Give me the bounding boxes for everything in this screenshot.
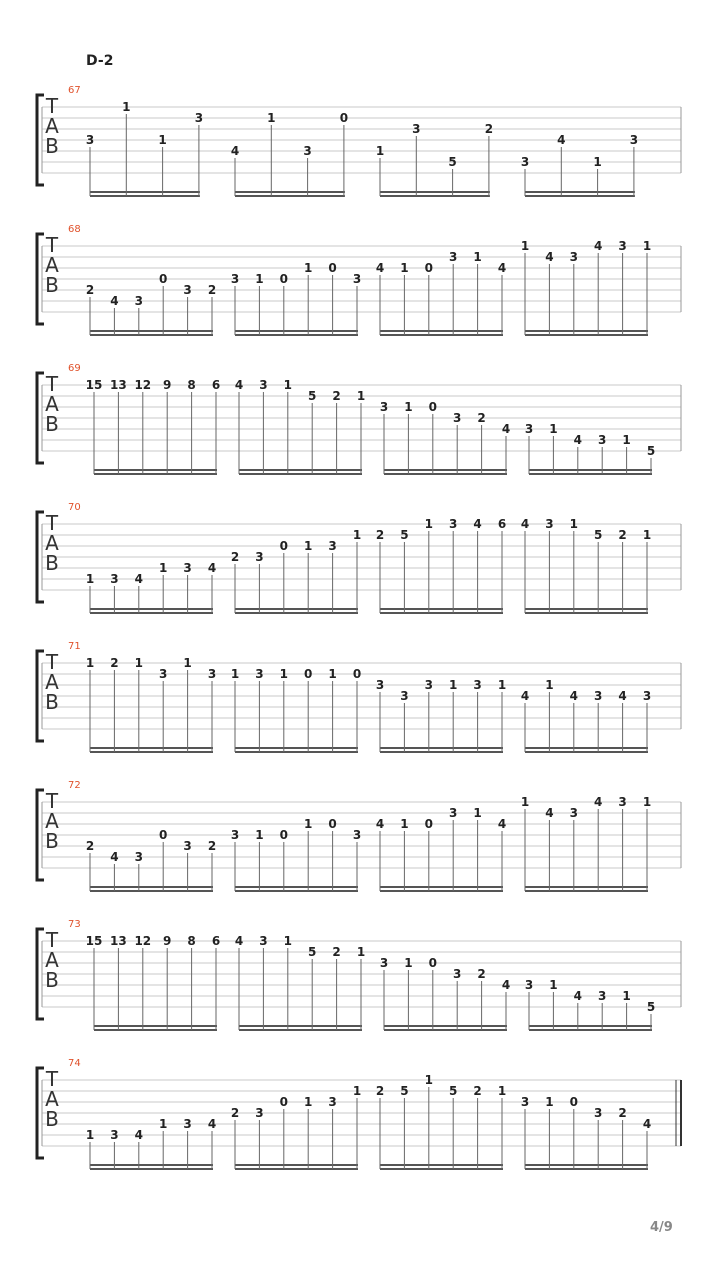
tab-clef-letter: A — [45, 253, 59, 277]
fret-number: 1 — [375, 144, 385, 158]
fret-number: 3 — [194, 111, 204, 125]
fret-number: 1 — [404, 956, 413, 970]
fret-number: 1 — [400, 261, 409, 275]
fret-number: 4 — [520, 689, 530, 703]
tab-system — [0, 502, 720, 642]
fret-number: 1 — [304, 1095, 313, 1109]
tab-clef-letter: B — [45, 412, 59, 436]
tab-staff-lines — [0, 1058, 720, 1198]
fret-number: 1 — [279, 667, 288, 681]
fret-number: 6 — [497, 517, 507, 531]
fret-number: 0 — [339, 111, 349, 125]
tab-clef-letter: A — [45, 670, 59, 694]
fret-number: 1 — [159, 561, 168, 575]
fret-number: 1 — [255, 272, 264, 286]
tab-clef-letter: T — [45, 789, 59, 813]
fret-number: 4 — [520, 517, 530, 531]
tab-clef-letter: B — [45, 134, 59, 158]
tab-clef-letter: B — [45, 690, 59, 714]
fret-number: 1 — [622, 433, 631, 447]
fret-number: 4 — [573, 989, 582, 1003]
measure-number: 73 — [68, 919, 81, 930]
fret-number: 4 — [234, 378, 244, 392]
fret-number: 1 — [122, 100, 131, 114]
fret-number: 2 — [85, 283, 95, 297]
fret-number: 3 — [183, 283, 192, 297]
tab-staff-lines — [0, 85, 720, 225]
fret-number: 1 — [85, 1128, 95, 1142]
fret-number: 3 — [520, 1095, 530, 1109]
fret-number: 0 — [569, 1095, 578, 1109]
fret-number: 3 — [328, 1095, 337, 1109]
fret-number: 1 — [183, 656, 192, 670]
fret-number: 1 — [356, 945, 366, 959]
tab-clef-letter: B — [45, 829, 59, 853]
fret-number: 5 — [400, 1084, 409, 1098]
fret-number: 4 — [501, 422, 511, 436]
fret-number: 1 — [267, 111, 276, 125]
tab-clef — [42, 374, 62, 434]
fret-number: 0 — [159, 272, 168, 286]
fret-number: 3 — [255, 1106, 264, 1120]
fret-number: 1 — [352, 528, 362, 542]
fret-number: 3 — [183, 561, 192, 575]
tab-system — [0, 363, 720, 503]
fret-number: 0 — [304, 667, 313, 681]
fret-number: 2 — [332, 945, 341, 959]
tab-clef-letter: T — [45, 1067, 59, 1091]
fret-number: 4 — [618, 689, 627, 703]
tab-system — [0, 919, 720, 1059]
tab-staff-lines — [0, 502, 720, 642]
fret-number: 1 — [283, 934, 292, 948]
fret-number: 4 — [110, 294, 119, 308]
tab-clef-letter: A — [45, 531, 59, 555]
fret-number: 3 — [255, 550, 264, 564]
fret-number: 3 — [618, 795, 627, 809]
fret-number: 1 — [404, 400, 413, 414]
fret-number: 1 — [497, 1084, 507, 1098]
measure-number: 68 — [68, 224, 81, 235]
fret-number: 2 — [85, 839, 95, 853]
fret-number: 4 — [207, 561, 217, 575]
fret-number: 2 — [375, 528, 385, 542]
fret-number: 1 — [304, 261, 313, 275]
fret-number: 1 — [85, 656, 95, 670]
fret-number: 1 — [304, 817, 313, 831]
fret-number: 5 — [308, 389, 317, 403]
tab-clef-letter: T — [45, 94, 59, 118]
tab-system — [0, 780, 720, 920]
fret-number: 3 — [207, 667, 217, 681]
fret-number: 3 — [183, 839, 192, 853]
fret-number: 13 — [110, 378, 127, 392]
fret-number: 3 — [159, 667, 168, 681]
fret-number: 3 — [259, 934, 268, 948]
fret-number: 2 — [473, 1084, 482, 1098]
fret-number: 1 — [622, 989, 631, 1003]
fret-number: 4 — [134, 572, 143, 586]
fret-number: 0 — [428, 956, 437, 970]
fret-number: 0 — [279, 1095, 288, 1109]
fret-number: 1 — [134, 656, 143, 670]
fret-number: 0 — [428, 400, 437, 414]
fret-number: 5 — [448, 155, 457, 169]
tab-clef-letter: T — [45, 372, 59, 396]
fret-number: 1 — [449, 678, 458, 692]
tab-clef-letter: T — [45, 233, 59, 257]
fret-number: 2 — [332, 389, 341, 403]
fret-number: 3 — [545, 517, 554, 531]
fret-number: 4 — [569, 689, 578, 703]
fret-number: 3 — [424, 678, 433, 692]
fret-number: 0 — [328, 261, 337, 275]
fret-number: 4 — [545, 250, 554, 264]
section-title: D-2 — [86, 53, 114, 69]
fret-number: 3 — [134, 294, 143, 308]
fret-number: 4 — [230, 144, 240, 158]
fret-number: 4 — [110, 850, 119, 864]
fret-number: 3 — [524, 978, 534, 992]
fret-number: 4 — [207, 1117, 217, 1131]
fret-number: 1 — [159, 1117, 168, 1131]
fret-number: 4 — [573, 433, 582, 447]
fret-number: 4 — [497, 261, 507, 275]
fret-number: 3 — [618, 239, 627, 253]
fret-number: 4 — [497, 817, 507, 831]
fret-number: 2 — [110, 656, 119, 670]
fret-number: 9 — [163, 378, 172, 392]
tab-clef-letter: T — [45, 511, 59, 535]
fret-number: 1 — [545, 678, 554, 692]
fret-number: 4 — [473, 517, 482, 531]
measure-number: 71 — [68, 641, 81, 652]
fret-number: 4 — [375, 817, 385, 831]
tab-clef-letter: B — [45, 551, 59, 575]
tab-system — [0, 85, 720, 225]
fret-number: 4 — [557, 133, 566, 147]
fret-number: 2 — [230, 1106, 240, 1120]
fret-number: 0 — [328, 817, 337, 831]
fret-number: 3 — [569, 250, 578, 264]
fret-number: 4 — [134, 1128, 143, 1142]
tab-clef-letter: B — [45, 1107, 59, 1131]
tab-clef-letter: A — [45, 392, 59, 416]
fret-number: 3 — [255, 667, 264, 681]
fret-number: 3 — [352, 828, 362, 842]
fret-number: 0 — [279, 539, 288, 553]
fret-number: 0 — [424, 261, 433, 275]
tab-clef — [42, 235, 62, 295]
fret-number: 1 — [255, 828, 264, 842]
tab-clef — [42, 513, 62, 573]
fret-number: 3 — [598, 989, 607, 1003]
fret-number: 1 — [497, 678, 507, 692]
fret-number: 1 — [549, 422, 558, 436]
fret-number: 3 — [375, 678, 385, 692]
fret-number: 3 — [449, 517, 458, 531]
fret-number: 5 — [646, 1000, 656, 1014]
fret-number: 1 — [356, 389, 366, 403]
measure-number: 69 — [68, 363, 81, 374]
fret-number: 3 — [598, 433, 607, 447]
tab-clef-letter: T — [45, 928, 59, 952]
tab-system — [0, 1058, 720, 1198]
fret-number: 3 — [453, 411, 462, 425]
fret-number: 3 — [328, 539, 337, 553]
fret-number: 2 — [207, 283, 217, 297]
fret-number: 1 — [304, 539, 313, 553]
fret-number: 3 — [400, 689, 409, 703]
fret-number: 6 — [211, 934, 221, 948]
fret-number: 2 — [618, 528, 627, 542]
fret-number: 12 — [134, 378, 152, 392]
fret-number: 4 — [545, 806, 554, 820]
fret-number: 1 — [473, 806, 482, 820]
fret-number: 6 — [211, 378, 221, 392]
tab-clef — [42, 791, 62, 851]
measure-number: 67 — [68, 85, 81, 96]
fret-number: 3 — [379, 400, 389, 414]
fret-number: 3 — [134, 850, 143, 864]
fret-number: 4 — [234, 934, 244, 948]
fret-number: 1 — [424, 517, 433, 531]
tab-clef — [42, 930, 62, 990]
fret-number: 1 — [642, 795, 652, 809]
fret-number: 0 — [279, 828, 288, 842]
fret-number: 2 — [477, 967, 486, 981]
fret-number: 1 — [520, 239, 530, 253]
tab-clef-letter: A — [45, 809, 59, 833]
fret-number: 1 — [230, 667, 240, 681]
fret-number: 3 — [520, 155, 530, 169]
fret-number: 1 — [158, 133, 167, 147]
fret-number: 1 — [593, 155, 602, 169]
fret-number: 3 — [303, 144, 312, 158]
fret-number: 3 — [379, 956, 389, 970]
fret-number: 2 — [484, 122, 494, 136]
tab-clef-letter: B — [45, 273, 59, 297]
fret-number: 3 — [642, 689, 652, 703]
fret-number: 3 — [412, 122, 421, 136]
fret-number: 3 — [85, 133, 95, 147]
fret-number: 3 — [230, 272, 240, 286]
fret-number: 2 — [207, 839, 217, 853]
fret-number: 3 — [594, 1106, 603, 1120]
tab-system — [0, 224, 720, 364]
fret-number: 3 — [524, 422, 534, 436]
measure-number: 70 — [68, 502, 81, 513]
tab-clef — [42, 96, 62, 156]
fret-number: 5 — [449, 1084, 458, 1098]
fret-number: 4 — [501, 978, 511, 992]
fret-number: 0 — [279, 272, 288, 286]
fret-number: 4 — [594, 795, 603, 809]
fret-number: 3 — [449, 806, 458, 820]
fret-number: 13 — [110, 934, 127, 948]
tab-system — [0, 641, 720, 781]
page-number: 4/9 — [650, 1220, 673, 1235]
tab-clef — [42, 652, 62, 712]
fret-number: 3 — [230, 828, 240, 842]
fret-number: 5 — [594, 528, 603, 542]
fret-number: 1 — [642, 528, 652, 542]
fret-number: 3 — [183, 1117, 192, 1131]
fret-number: 3 — [569, 806, 578, 820]
fret-number: 1 — [400, 817, 409, 831]
measure-number: 74 — [68, 1058, 81, 1069]
fret-number: 3 — [473, 678, 482, 692]
fret-number: 1 — [352, 1084, 362, 1098]
fret-number: 8 — [187, 378, 196, 392]
tab-clef — [42, 1069, 62, 1129]
fret-number: 3 — [352, 272, 362, 286]
tab-clef-letter: A — [45, 1087, 59, 1111]
fret-number: 4 — [594, 239, 603, 253]
fret-number: 5 — [400, 528, 409, 542]
tab-clef-letter: A — [45, 948, 59, 972]
fret-number: 15 — [85, 934, 103, 948]
fret-number: 12 — [134, 934, 152, 948]
fret-number: 5 — [646, 444, 656, 458]
fret-number: 5 — [308, 945, 317, 959]
tab-clef-letter: A — [45, 114, 59, 138]
fret-number: 3 — [629, 133, 639, 147]
fret-number: 0 — [352, 667, 362, 681]
fret-number: 3 — [110, 572, 119, 586]
fret-number: 0 — [159, 828, 168, 842]
fret-number: 8 — [187, 934, 196, 948]
fret-number: 1 — [473, 250, 482, 264]
fret-number: 1 — [545, 1095, 554, 1109]
fret-number: 1 — [328, 667, 337, 681]
fret-number: 2 — [618, 1106, 627, 1120]
fret-number: 2 — [375, 1084, 385, 1098]
fret-number: 1 — [569, 517, 578, 531]
fret-number: 3 — [453, 967, 462, 981]
fret-number: 3 — [259, 378, 268, 392]
tab-clef-letter: B — [45, 968, 59, 992]
fret-number: 3 — [110, 1128, 119, 1142]
fret-number: 1 — [85, 572, 95, 586]
measure-number: 72 — [68, 780, 81, 791]
fret-number: 2 — [230, 550, 240, 564]
fret-number: 1 — [549, 978, 558, 992]
fret-number: 3 — [594, 689, 603, 703]
fret-number: 1 — [283, 378, 292, 392]
fret-number: 2 — [477, 411, 486, 425]
fret-number: 9 — [163, 934, 172, 948]
fret-number: 1 — [520, 795, 530, 809]
fret-number: 4 — [642, 1117, 652, 1131]
fret-number: 0 — [424, 817, 433, 831]
tab-clef-letter: T — [45, 650, 59, 674]
fret-number: 1 — [642, 239, 652, 253]
fret-number: 3 — [449, 250, 458, 264]
fret-number: 1 — [424, 1073, 433, 1087]
fret-number: 15 — [85, 378, 103, 392]
fret-number: 4 — [375, 261, 385, 275]
